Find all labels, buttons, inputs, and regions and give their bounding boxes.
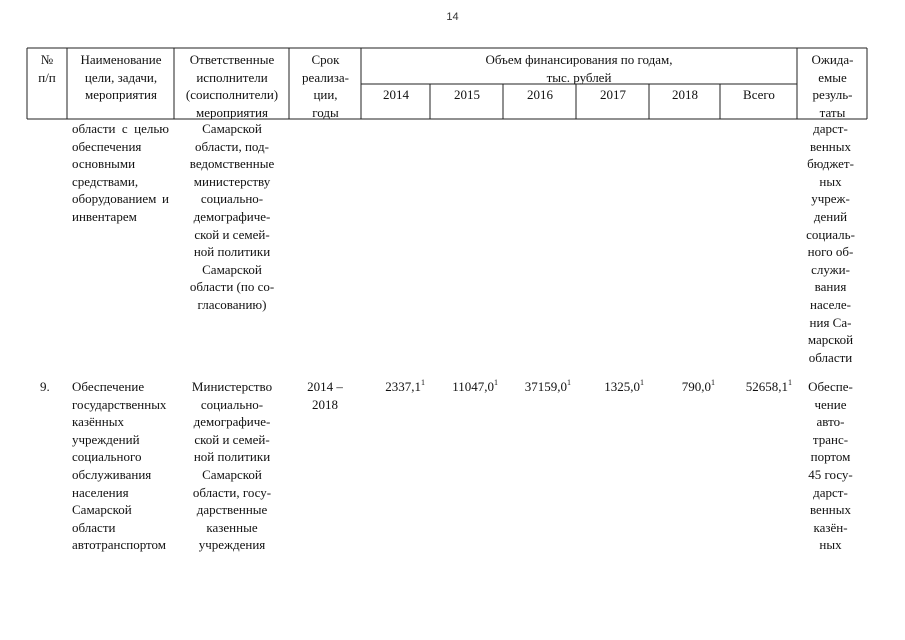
header-year-2018: 2018 bbox=[672, 87, 698, 102]
row9-expected: Обеспе- чение авто- транс- портом 45 госу- дарст- венных казён- ных bbox=[808, 379, 853, 553]
continued-expected: дарст- венных бюджет- ных учреж- дений социаль- ного об- служи- вания населе- ния Са- марской области bbox=[806, 121, 855, 365]
row9-responsible: Министерство социально- демографиче- ской и семей- ной политики Самарской области, госу- дарственные казенные учреждения bbox=[191, 379, 273, 553]
header-year-2015: 2015 bbox=[454, 87, 480, 102]
row9-term: 2014 – 2018 bbox=[307, 379, 343, 412]
header-expected: Ожида- емые резуль- таты bbox=[811, 52, 854, 120]
row9-value-2018: 790,0$^1$ bbox=[681, 378, 715, 394]
row9-value-2016: 37159,0$^1$ bbox=[524, 378, 571, 394]
header-name: Наименование цели, задачи, мероприятия bbox=[80, 52, 162, 103]
row9-name: Обеспечение государственных казённых учреждений социального обслуживания населения Самарской области автотранспортом bbox=[72, 379, 167, 553]
header-responsible: Ответственные исполнители (соисполнители) мероприятия bbox=[185, 52, 279, 120]
header-total: Всего bbox=[743, 87, 775, 102]
header-num: № п/п bbox=[38, 52, 56, 85]
row9-value-2017: 1325,0$^1$ bbox=[604, 378, 644, 394]
header-funding: Объем финансирования по годам, тыс. рублей bbox=[485, 52, 673, 85]
row9-value-total: 52658,1$^1$ bbox=[745, 378, 792, 394]
page-number: 14 bbox=[446, 11, 459, 23]
continued-name: области с целью обеспечения основными средствами, оборудованием и инвентарем bbox=[72, 121, 169, 224]
header-year-2016: 2016 bbox=[527, 87, 553, 102]
continued-responsible: Самарской области, под- ведомственные министерству социально- демографиче- ской и семей- ной политики Самарской области (по со- гласованию) bbox=[189, 121, 275, 312]
row9-num: 9. bbox=[40, 379, 50, 394]
row9-value-2014: 2337,1$^1$ bbox=[385, 378, 425, 394]
row9-value-2015: 11047,0$^1$ bbox=[452, 378, 498, 394]
header-year-2014: 2014 bbox=[383, 87, 409, 102]
header-year-2017: 2017 bbox=[600, 87, 626, 102]
header-term: Срок реализа- ции, годы bbox=[302, 52, 349, 120]
